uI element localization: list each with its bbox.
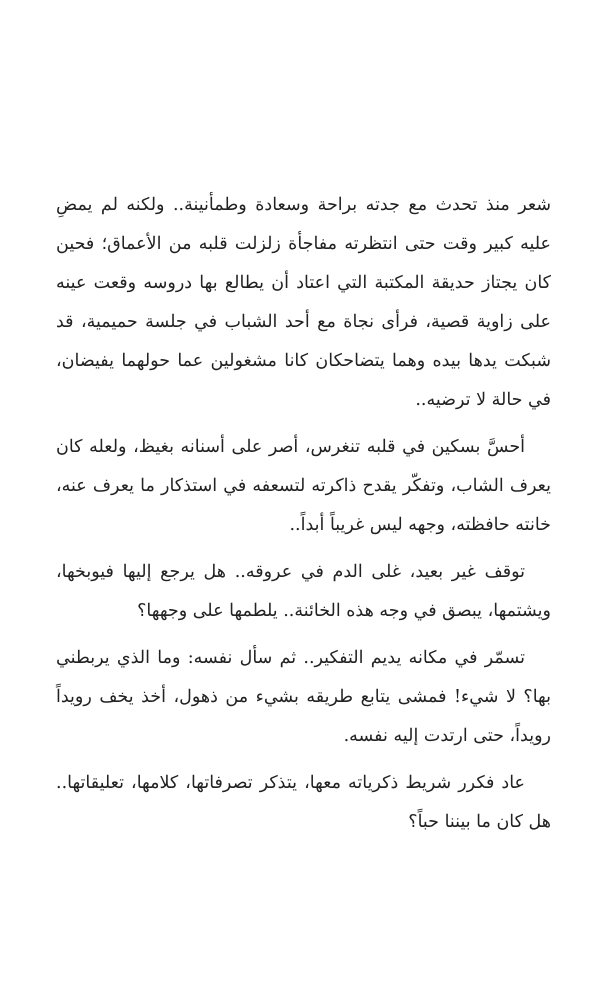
- paragraph-1: شعر منذ تحدث مع جدته براحة وسعادة وطمأنينة.. ولكنه لم يمضِ عليه كبير وقت حتى انتظرته مفاجأة زلزلت قلبه من الأعماق؛ فحين كان يجتاز حديقة المكتبة التي اعتاد أن يطالع بها دروسه وقعت عينه على زاوية قصية، فرأى نجاة مع أحد الشباب في جلسة حميمية، قد شبكت يدها بيده وهما يتضاحكان كانا مشغولين عما حولهما يفيضان، في حالة لا ترضيه..: [56, 195, 551, 410]
- paragraph-2: أحسَّ بسكين في قلبه تنغرس، أصر على أسنانه بغيظ، ولعله كان يعرف الشاب، وتفكّر يقدح ذاكرته لتسعفه في استذكار ما يعرف عنه، خانته حافظته، وجهه ليس غريباً أبداً..: [56, 437, 551, 535]
- paragraph-5: عاد فكرر شريط ذكرياته معها، يتذكر تصرفاتها، كلامها، تعليقاتها.. هل كان ما بيننا حباً؟: [56, 773, 551, 832]
- document-page: [56, 186, 551, 976]
- paragraph-4: تسمّر في مكانه يديم التفكير.. ثم سأل نفسه: وما الذي يربطني بها؟ لا شيء! فمشى يتابع طريقه بشيء من ذهول، أخذ يخف رويداً رويداً، حتى ارتدت إليه نفسه.: [56, 648, 551, 746]
- paragraph-3: توقف غير بعيد، غلى الدم في عروقه.. هل يرجع إليها فيوبخها، ويشتمها، يبصق في وجه هذه الخائنة.. يلطمها على وجهها؟: [56, 562, 551, 621]
